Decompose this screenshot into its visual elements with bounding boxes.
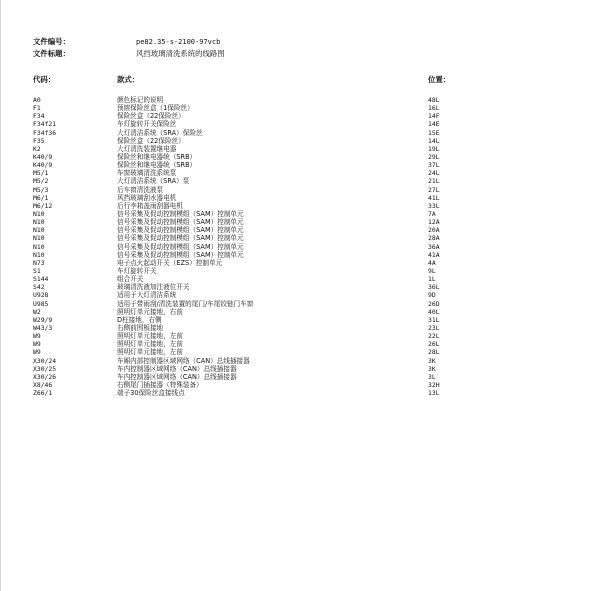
row-location: 15E (428, 128, 440, 137)
row-description: 保险丝和继电器统（SRB） (117, 161, 197, 170)
row-code: M6/1 (33, 193, 49, 202)
table-row (33, 259, 573, 267)
table-row (33, 251, 573, 259)
table-row (33, 308, 573, 316)
row-description: 组合开关 (117, 275, 144, 284)
row-location: 31L (428, 315, 440, 324)
row-description: 预熔保险丝盒（1保险丝） (117, 104, 194, 113)
row-code: X30/26 (33, 372, 57, 381)
row-location: 14E (428, 120, 440, 129)
row-description: 照明灯单元接地，左前 (117, 332, 183, 341)
row-description: 信号采集及促动控制模组（SAM）控制单元 (117, 226, 244, 235)
row-location: 9L (428, 266, 436, 275)
table-row (33, 381, 573, 389)
table-row (33, 218, 573, 226)
column-header-code: 代码： (33, 75, 56, 84)
table-row (33, 340, 573, 348)
table-row (33, 291, 573, 299)
row-code: U928 (33, 291, 49, 300)
row-description: 保险丝盒（22保险丝） (117, 112, 185, 121)
doc-title: 风挡玻璃清洗系统的线路图 (136, 49, 225, 58)
row-description: 车灯旋转开关 (117, 266, 157, 275)
row-description: 车内控制器区域网络（CAN）总线插接器 (117, 372, 237, 381)
row-location: 28L (428, 348, 440, 357)
row-location: 24L (428, 169, 440, 178)
table-body (33, 96, 573, 397)
row-location: 27L (428, 185, 440, 194)
row-location: 37L (428, 161, 440, 170)
column-header-location: 位置： (428, 75, 451, 84)
table-row (33, 348, 573, 356)
row-code: N10 (33, 242, 45, 251)
row-code: N10 (33, 226, 45, 235)
table-row (33, 137, 573, 145)
row-location: 20A (428, 226, 440, 235)
doc-number-row (33, 36, 573, 48)
row-description: 大灯清洗装置继电器 (117, 144, 177, 153)
row-location: 41L (428, 193, 440, 202)
doc-number-label: 文件编号： (33, 37, 70, 46)
row-location: 13L (428, 389, 440, 398)
row-location: 9D (428, 291, 436, 300)
row-description: 照明灯单元接地，左前 (117, 340, 183, 349)
row-code: X30/25 (33, 364, 57, 373)
row-description: 车窗玻璃清洗系统泵 (117, 169, 177, 178)
row-location: 40L (428, 307, 440, 316)
table-row (33, 332, 573, 340)
row-description: 电子点火起动开关（EZS）控制单元 (117, 258, 223, 267)
row-code: A0 (33, 96, 41, 104)
row-description: 适用于大灯清洁系统 (117, 291, 177, 300)
row-description: 颜色标记的说明 (117, 96, 164, 104)
row-code: K40/9 (33, 161, 53, 170)
table-row (33, 357, 573, 365)
row-description: 车厢内部控制器区域网络（CAN）总线插接器 (117, 356, 250, 365)
row-description: D柱接地，右侧 (117, 315, 162, 324)
row-code: F34f21 (33, 120, 57, 129)
row-code: W43/3 (33, 323, 53, 332)
row-location: 32H (428, 380, 440, 389)
row-location: 14F (428, 112, 440, 121)
row-location: 22L (428, 332, 440, 341)
row-description: 适用于带雨刮/清洗装置的尾门/车尾铰链门车窗 (117, 299, 254, 308)
table-row (33, 275, 573, 283)
row-location: 48L (428, 96, 440, 104)
row-code: M5/1 (33, 169, 49, 178)
row-code: W29/9 (33, 315, 53, 324)
row-location: 36L (428, 283, 440, 292)
row-location: 4A (428, 258, 436, 267)
row-code: N10 (33, 218, 45, 227)
row-description: 信号采集及促动控制模组（SAM）控制单元 (117, 209, 244, 218)
row-code: U985 (33, 299, 49, 308)
row-code: F1 (33, 104, 41, 113)
row-location: 28A (428, 234, 440, 243)
table-row (33, 161, 573, 169)
row-code: S42 (33, 283, 45, 292)
table-row (33, 373, 573, 381)
doc-title-label: 文件标题： (33, 49, 70, 58)
row-location: 3K (428, 356, 436, 365)
row-description: 信号采集及促动控制模组（SAM）控制单元 (117, 242, 244, 251)
row-code: N10 (33, 234, 45, 243)
row-location: 26D (428, 299, 440, 308)
row-code: S144 (33, 275, 49, 284)
row-code: W9 (33, 348, 41, 357)
row-description: 端子30保险丝盒接线点 (117, 389, 185, 398)
table-row (33, 129, 573, 137)
row-description: 保险丝和继电器统（SRB） (117, 152, 197, 161)
row-code: K2 (33, 144, 41, 153)
table-row (33, 300, 573, 308)
row-location: 14L (428, 136, 440, 145)
table-row (33, 186, 573, 194)
doc-number: pe82.35-s-2100-97vcb (136, 38, 221, 46)
row-location: 36A (428, 242, 440, 251)
row-description: 保险丝盒（22保险丝） (117, 136, 185, 145)
table-row (33, 210, 573, 218)
row-location: 16L (428, 104, 440, 113)
row-code: N10 (33, 209, 45, 218)
table-row (33, 96, 573, 104)
row-code: W2 (33, 307, 41, 316)
row-code: M6/12 (33, 201, 53, 210)
table-row (33, 153, 573, 161)
table-row (33, 243, 573, 251)
row-location: 26L (428, 340, 440, 349)
row-code: S1 (33, 266, 41, 275)
table-row (33, 316, 573, 324)
row-description: 信号采集及促动控制模组（SAM）控制单元 (117, 250, 244, 259)
row-description: 信号采集及促动控制模组（SAM）控制单元 (117, 218, 244, 227)
row-code: X8/46 (33, 380, 53, 389)
row-code: K40/9 (33, 152, 53, 161)
row-code: N10 (33, 250, 45, 259)
table-row (33, 389, 573, 397)
row-code: W9 (33, 340, 41, 349)
table-row (33, 104, 573, 112)
row-description: 大灯清洁系统（SRA）泵 (117, 177, 190, 186)
row-location: 19L (428, 144, 440, 153)
row-description: 后车窗清洗液泵 (117, 185, 164, 194)
row-description: 车灯旋转开关保险丝 (117, 120, 177, 129)
row-location: 29L (428, 152, 440, 161)
row-description: 车内控制器区域网络（CAN）总线插接器 (117, 364, 237, 373)
table-row (33, 177, 573, 185)
row-location: 12A (428, 218, 440, 227)
table-header (33, 74, 573, 86)
component-table (33, 74, 573, 397)
row-code: Z66/1 (33, 389, 53, 398)
row-location: 41A (428, 250, 440, 259)
table-row (33, 169, 573, 177)
row-location: 1L (428, 275, 436, 284)
row-description: 后行李箱盖雨刮器电机 (117, 201, 183, 210)
row-description: 照明灯单元接地，右前 (117, 307, 183, 316)
row-location: 3L (428, 372, 436, 381)
row-location: 21L (428, 177, 440, 186)
table-row (33, 120, 573, 128)
row-description: 右侧尾门插接器（特殊装备） (117, 380, 203, 389)
table-row (33, 283, 573, 291)
row-description: 玻璃清洗液加注液位开关 (117, 283, 190, 292)
table-row (33, 267, 573, 275)
row-description: 大灯清洁系统（SRA）保险丝 (117, 128, 203, 137)
row-description: 右侧前围板接地 (117, 323, 164, 332)
row-description: 风挡玻璃刮水器电机 (117, 193, 177, 202)
row-location: 3K (428, 364, 436, 373)
document-meta (33, 36, 573, 60)
row-code: W9 (33, 332, 41, 341)
table-row (33, 234, 573, 242)
doc-title-row (33, 48, 573, 60)
row-code: F34f36 (33, 128, 57, 137)
row-location: 7A (428, 209, 436, 218)
row-code: F35 (33, 136, 45, 145)
row-location: 23L (428, 323, 440, 332)
row-code: N73 (33, 258, 45, 267)
row-location: 33L (428, 201, 440, 210)
row-description: 照明灯单元接地，左前 (117, 348, 183, 357)
row-code: F34 (33, 112, 45, 121)
column-header-description: 款式： (117, 75, 140, 84)
table-row (33, 226, 573, 234)
row-code: M5/3 (33, 185, 49, 194)
table-row (33, 324, 573, 332)
row-code: X30/24 (33, 356, 57, 365)
table-row (33, 202, 573, 210)
table-row (33, 194, 573, 202)
table-row (33, 365, 573, 373)
table-row (33, 145, 573, 153)
row-description: 信号采集及促动控制模组（SAM）控制单元 (117, 234, 244, 243)
table-row (33, 112, 573, 120)
row-code: M5/2 (33, 177, 49, 186)
